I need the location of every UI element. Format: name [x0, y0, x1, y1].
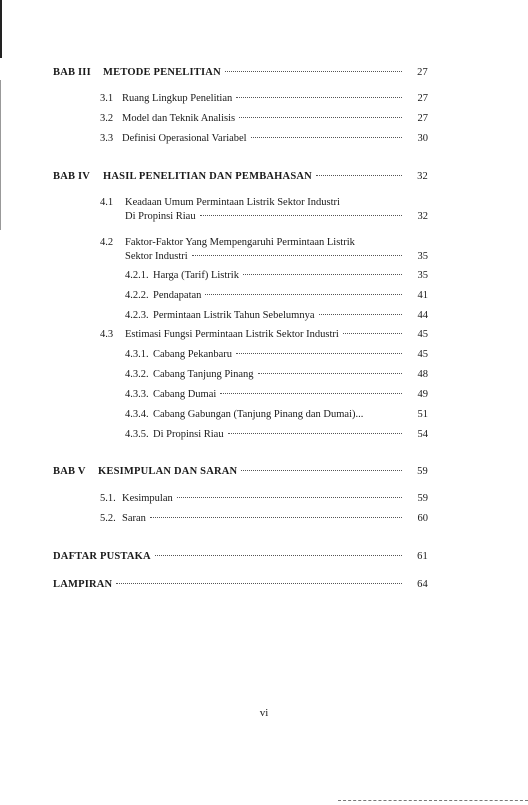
page-ref: 49 — [417, 389, 428, 400]
page-ref: 32 — [417, 171, 428, 182]
section-title: Estimasi Fungsi Permintaan Listrik Sektor Industri — [125, 329, 339, 340]
toc-chapter-bab-iv[interactable] — [53, 170, 428, 183]
section-title: Harga (Tarif) Listrik — [153, 270, 239, 281]
toc-chapter-bab-v[interactable] — [53, 465, 428, 478]
page-ref: 30 — [417, 133, 428, 144]
dot-leader — [236, 97, 402, 98]
section-number: 4.2.1. — [125, 270, 149, 281]
toc-entry-4-2-continued — [125, 250, 428, 263]
dot-leader — [200, 215, 402, 216]
chapter-title: METODE PENELITIAN — [103, 67, 221, 78]
section-title: Cabang Dumai — [153, 389, 217, 400]
toc-lampiran[interactable] — [53, 578, 428, 591]
section-number: 4.2 — [100, 237, 114, 248]
section-title: Ruang Lingkup Penelitian — [122, 93, 233, 104]
chapter-title: DAFTAR PUSTAKA — [53, 551, 151, 562]
page-ref: 51 — [417, 409, 428, 420]
section-title: Cabang Pekanbaru — [153, 349, 233, 360]
toc-entry-4-3-3[interactable] — [125, 388, 428, 401]
page-ref: 27 — [417, 93, 428, 104]
section-number: 3.1 — [100, 93, 114, 104]
section-number: 5.1. — [100, 493, 116, 504]
section-title: Pendapatan — [153, 290, 202, 301]
page-ref: 59 — [417, 493, 428, 504]
toc-entry-3-2[interactable] — [100, 112, 428, 125]
dot-leader — [150, 517, 402, 518]
section-title: Cabang Gabungan (Tanjung Pinang dan Dumai)... — [153, 409, 364, 420]
section-title-line-1: Faktor-Faktor Yang Mempengaruhi Permintaan Listrik — [125, 237, 355, 248]
page-ref: 59 — [417, 466, 428, 477]
chapter-title: HASIL PENELITIAN DAN PEMBAHASAN — [103, 171, 312, 182]
section-number: 4.3 — [100, 329, 114, 340]
page-ref: 61 — [417, 551, 428, 562]
page-ref: 44 — [417, 310, 428, 321]
page-number: vi — [259, 707, 269, 719]
chapter-title: KESIMPULAN DAN SARAN — [98, 466, 238, 477]
toc-entry-4-3-2[interactable] — [125, 368, 428, 381]
dot-leader — [251, 137, 402, 138]
dot-leader — [192, 255, 402, 256]
page-ref: 54 — [417, 429, 428, 440]
page-ref: 45 — [417, 349, 428, 360]
scan-edge-mark — [0, 0, 2, 58]
section-title-line-2: Sektor Industri — [125, 251, 188, 262]
dot-leader — [236, 353, 402, 354]
toc-entry-4-3-5[interactable] — [125, 428, 428, 441]
toc-entry-3-1[interactable] — [100, 92, 428, 105]
section-title-line-2: Di Propinsi Riau — [125, 211, 196, 222]
dot-leader — [343, 333, 402, 334]
page-ref: 41 — [417, 290, 428, 301]
section-number: 4.3.5. — [125, 429, 149, 440]
section-number: 5.2. — [100, 513, 116, 524]
section-number: 3.2 — [100, 113, 114, 124]
toc-entry-4-3-4[interactable] — [125, 408, 428, 421]
toc-entry-4-2-1[interactable] — [125, 269, 428, 282]
dot-leader — [316, 175, 402, 176]
section-number: 3.3 — [100, 133, 114, 144]
section-title-line-1: Keadaan Umum Permintaan Listrik Sektor Industri — [125, 197, 340, 208]
section-number: 4.3.2. — [125, 369, 149, 380]
chapter-label: BAB V — [53, 466, 86, 477]
toc-entry-4-2-2[interactable] — [125, 289, 428, 302]
toc-chapter-bab-iii[interactable] — [53, 66, 428, 79]
page-ref: 64 — [417, 579, 428, 590]
chapter-label: BAB IV — [53, 171, 91, 182]
toc-entry-4-1[interactable] — [100, 196, 340, 209]
section-number: 4.3.3. — [125, 389, 149, 400]
dot-leader — [228, 433, 402, 434]
page-ref: 27 — [417, 113, 428, 124]
section-title: Definisi Operasional Variabel — [122, 133, 247, 144]
toc-entry-4-2[interactable] — [100, 236, 355, 249]
toc-daftar-pustaka[interactable] — [53, 550, 428, 563]
section-title: Saran — [122, 513, 146, 524]
toc-entry-5-1[interactable] — [100, 492, 428, 505]
dot-leader — [116, 583, 402, 584]
section-number: 4.3.1. — [125, 349, 149, 360]
dot-leader — [243, 274, 402, 275]
dot-leader — [239, 117, 402, 118]
page-ref: 60 — [417, 513, 428, 524]
toc-entry-4-3[interactable] — [100, 328, 428, 341]
page-ref: 48 — [417, 369, 428, 380]
dot-leader — [220, 393, 402, 394]
section-title: Permintaan Listrik Tahun Sebelumnya — [153, 310, 315, 321]
page-ref: 35 — [417, 270, 428, 281]
dot-leader — [205, 294, 402, 295]
dot-leader — [177, 497, 402, 498]
dot-leader — [241, 470, 402, 471]
dot-leader — [155, 555, 402, 556]
chapter-label: BAB III — [53, 67, 91, 78]
dot-leader — [225, 71, 402, 72]
scan-edge-mark — [0, 80, 1, 230]
section-number: 4.2.3. — [125, 310, 149, 321]
page-ref: 35 — [417, 251, 428, 262]
toc-entry-4-2-3[interactable] — [125, 309, 428, 322]
dot-leader — [319, 314, 403, 315]
toc-entry-4-3-1[interactable] — [125, 348, 428, 361]
scan-bottom-rule — [338, 800, 528, 801]
page-ref: 45 — [417, 329, 428, 340]
dot-leader — [258, 373, 402, 374]
section-title: Cabang Tanjung Pinang — [153, 369, 254, 380]
chapter-title: LAMPIRAN — [53, 579, 113, 590]
toc-entry-3-3[interactable] — [100, 132, 428, 145]
section-number: 4.2.2. — [125, 290, 149, 301]
section-title: Model dan Teknik Analisis — [122, 113, 236, 124]
section-title: Kesimpulan — [122, 493, 173, 504]
toc-entry-4-1-continued — [125, 210, 428, 223]
toc-entry-5-2[interactable] — [100, 512, 428, 525]
section-number: 4.3.4. — [125, 409, 149, 420]
page-ref: 27 — [417, 67, 428, 78]
section-title: Di Propinsi Riau — [153, 429, 224, 440]
section-number: 4.1 — [100, 197, 114, 208]
page-ref: 32 — [417, 211, 428, 222]
